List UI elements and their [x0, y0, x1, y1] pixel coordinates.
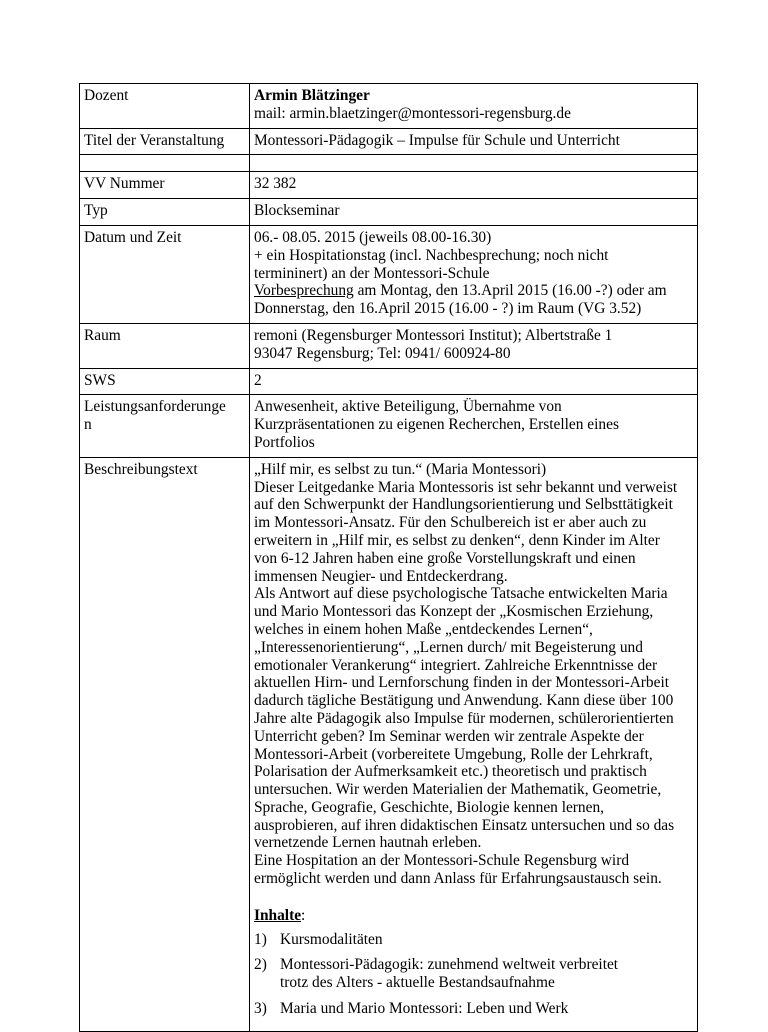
description-line: dadurch tägliche Bestätigung und Anwendung. Kann diese über 100	[254, 692, 674, 710]
topic-number: 1)	[254, 930, 267, 948]
description-line: Eine Hospitation an der Montessori-Schule Regensburg wird	[254, 852, 630, 870]
label-sws: SWS	[80, 368, 250, 395]
lecturer-name: Armin Blätzinger	[254, 87, 370, 104]
label-dozent: Dozent	[80, 84, 250, 129]
label-vv: VV Nummer	[80, 172, 250, 199]
leistung-label-line-1: Leistungsanforderunge	[84, 398, 226, 416]
topic-text	[280, 1000, 693, 1018]
paragraph-gap	[254, 888, 693, 905]
lecturer-mail: mail: armin.blaetzinger@montessori-regensburg.de	[254, 104, 571, 122]
leistung-line-1: Anwesenheit, aktive Beteiligung, Übernahme von	[254, 398, 562, 416]
topic-number: 2)	[254, 956, 267, 974]
description-line: im Montessori-Ansatz. Für den Schulbereich ist er aber auch zu	[254, 514, 647, 532]
description-line: „Hilf mir, es selbst zu tun.“ (Maria Montessori)	[254, 460, 547, 478]
description-line: ausprobieren, auf ihren didaktischen Einsatz untersuchen und so das	[254, 816, 675, 834]
row-typ	[80, 199, 698, 226]
description-line: Montessori-Arbeit (vorbereitete Umgebung, Rolle der Lehrkraft,	[254, 745, 653, 763]
description-line: vernetzende Lernen hautnah erleben.	[254, 834, 482, 852]
description-line: welches in einem hohen Maße „entdeckendes Lernen“,	[254, 620, 593, 638]
label-titel: Titel der Veranstaltung	[80, 128, 250, 155]
leistung-line-3: Portfolios	[254, 433, 315, 451]
description-line: erweitern in „Hilf mir, es selbst zu denken“, denn Kinder im Alter	[254, 531, 660, 549]
value-sws: 2	[250, 368, 698, 395]
description-line: ermöglicht werden und dann Anlass für Erfahrungsaustausch sein.	[254, 870, 662, 888]
inhalte-label: Inhalte	[254, 906, 302, 924]
value-typ: Blockseminar	[250, 199, 698, 226]
description-line: Dieser Leitgedanke Maria Montessoris ist sehr bekannt und verweist	[254, 478, 678, 496]
datum-line-3: termininert) an der Montessori-Schule	[254, 264, 490, 282]
row-datum	[80, 225, 698, 323]
row-gap	[80, 155, 698, 172]
value-leistung	[250, 395, 698, 457]
leistung-label-line-2: n	[84, 416, 92, 434]
datum-line-4	[254, 282, 693, 300]
gap-cell-right	[250, 155, 698, 172]
inhalte-heading	[254, 907, 693, 925]
topic-line-1: Kursmodalitäten	[280, 930, 383, 948]
vorbesprechung-label: Vorbesprechung	[254, 282, 354, 300]
value-vv: 32 382	[250, 172, 698, 199]
raum-line-2: 93047 Regensburg; Tel: 0941/ 600924-80	[254, 344, 511, 362]
course-document	[79, 83, 691, 1032]
description-line: immensen Neugier- und Entdeckerdrang.	[254, 567, 508, 585]
row-vv	[80, 172, 698, 199]
datum-line-4-rest: am Montag, den 13.April 2015 (16.00 -?) oder am	[353, 282, 667, 300]
value-beschreibung	[250, 457, 698, 1031]
topic-line-1: Maria und Mario Montessori: Leben und Werk	[280, 1000, 569, 1018]
value-dozent	[250, 84, 698, 129]
description-line: Jahre alte Pädagogik also Impulse für modernen, schülerorientierten	[254, 709, 674, 727]
datum-line-5: Donnerstag, den 16.April 2015 (16.00 - ?) im Raum (VG 3.52)	[254, 300, 642, 318]
topic-line-1: Montessori-Pädagogik: zunehmend weltweit verbreitet	[280, 956, 619, 974]
leistung-line-2: Kurzpräsentationen zu eigenen Recherchen, Erstellen eines	[254, 416, 619, 434]
raum-line-1: remoni (Regensburger Montessori Institut); Albertstraße 1	[254, 326, 613, 344]
topics-list	[254, 931, 693, 1018]
topic-number: 3)	[254, 1000, 267, 1018]
gap-cell-left	[80, 155, 250, 172]
label-beschreibung: Beschreibungstext	[80, 457, 250, 1031]
row-beschreibung	[80, 457, 698, 1031]
row-sws	[80, 368, 698, 395]
label-raum: Raum	[80, 323, 250, 368]
course-info-table	[79, 83, 698, 1032]
description-line: untersuchen. Wir werden Materialien der Mathematik, Geometrie,	[254, 781, 662, 799]
value-raum	[250, 323, 698, 368]
row-dozent	[80, 84, 698, 129]
description-line: Als Antwort auf diese psychologische Tatsache entwickelten Maria	[254, 585, 668, 603]
value-titel: Montessori-Pädagogik – Impulse für Schule und Unterricht	[250, 128, 698, 155]
topic-text	[280, 931, 693, 949]
description-line: Sprache, Geografie, Geschichte, Biologie kennen lernen,	[254, 798, 605, 816]
datum-line-1: 06.- 08.05. 2015 (jeweils 08.00-16.30)	[254, 228, 492, 246]
description-line: Unterricht geben? Im Seminar werden wir zentrale Aspekte der	[254, 727, 644, 745]
value-datum	[250, 225, 698, 323]
description-text	[254, 461, 693, 888]
topic-line-2: trotz des Alters - aktuelle Bestandsaufnahme	[280, 974, 555, 992]
description-line: „Interessenorientierung“, „Lernen durch/ mit Begeisterung und	[254, 638, 643, 656]
list-item	[254, 1000, 693, 1018]
label-leistung	[80, 395, 250, 457]
inhalte-colon: :	[301, 906, 306, 924]
description-line: von 6-12 Jahren haben eine große Vorstellungskraft und einen	[254, 549, 636, 567]
topic-text	[280, 956, 693, 992]
description-line: und Mario Montessori das Konzept der „Kosmischen Erziehung,	[254, 603, 654, 621]
row-titel	[80, 128, 698, 155]
label-typ: Typ	[80, 199, 250, 226]
description-line: emotionaler Verankerung“ integriert. Zahlreiche Erkenntnisse der	[254, 656, 658, 674]
label-datum: Datum und Zeit	[80, 225, 250, 323]
description-line: auf den Schwerpunkt der Handlungsorientierung und Selbsttätigkeit	[254, 496, 673, 514]
description-line: Polarisation der Aufmerksamkeit etc.) theoretisch und praktisch	[254, 763, 647, 781]
row-leistung	[80, 395, 698, 457]
datum-line-2: + ein Hospitationstag (incl. Nachbesprechung; noch nicht	[254, 246, 609, 264]
list-item	[254, 956, 693, 992]
list-item	[254, 931, 693, 949]
description-line: aktuellen Hirn- und Lernforschung finden in der Montessori-Arbeit	[254, 674, 670, 692]
row-raum	[80, 323, 698, 368]
